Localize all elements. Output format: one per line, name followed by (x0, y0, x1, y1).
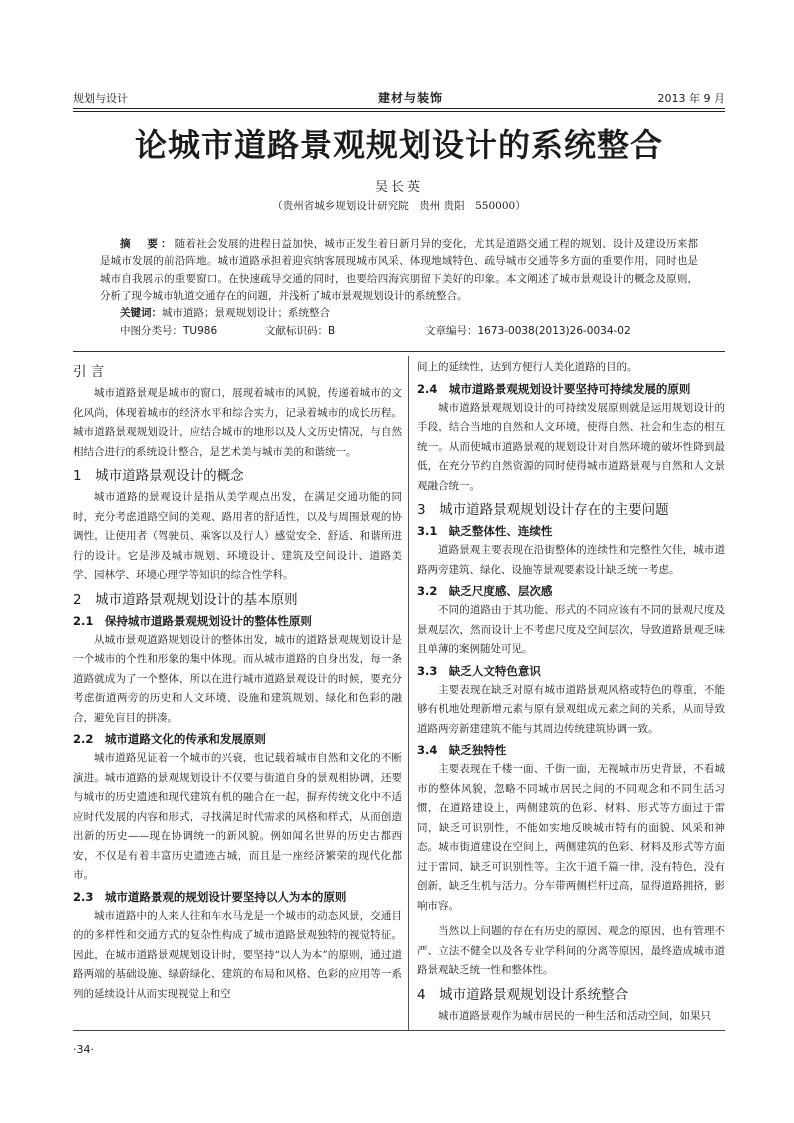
affiliation: （贵州省城乡规划设计研究院 贵州 贵阳 550000） (272, 200, 526, 212)
section-heading: 1 城市道路景观设计的概念 (73, 468, 244, 484)
article-title: 论城市道路景观规划设计的系统整合 (134, 126, 663, 164)
clc-number: 中图分类号：TU986 (120, 325, 218, 337)
abstract-text: 随着社会发展的进程日益加快，城市正发生着日新月异的变化，尤其是道路交通工程的规划、设计及建设历来都是城市发展的前沿阵地。城市道路承担着迎宾纳客展现城市风采、体现地域特色、疏导城市交通等多方面的重要作用，同时也是城市自我展示的重要窗口。在快速疏导交通的同时，也要给四海宾朋留下美好的印象。本文阐述了城市景观设计的概念及原则，分析了现今城市轨道交通存在的问题，并浅析了城市景观规划设计的系统整合。 (100, 238, 699, 303)
header-section: 规划与设计 (73, 92, 128, 105)
abstract-divider (73, 351, 725, 352)
abstract (100, 236, 698, 306)
subsection-heading: 3.1 缺乏整体性、连续性 (417, 524, 553, 538)
header-rule (73, 108, 725, 109)
paragraph: 城市道路景观规划设计的可持续发展原则就是运用规划设计的手段，结合当地的自然和人文环境，使得自然、社会和生态的相互统一。从而使城市道路景观的规划设计对自然环境的破坏性降到最低，在充分节约自然资源的同时使得城市道路景观与自然和人文景观融合统一。 (417, 401, 725, 492)
subsection-heading: 3.2 缺乏尺度感、层次感 (417, 584, 553, 598)
paragraph: 不同的道路由于其功能、形式的不同应该有不同的景观尺度及景观层次，然而设计上不考虑尺度及空间层次，导致道路景观乏味且单薄的案例随处可见。 (417, 604, 725, 655)
left-column (73, 358, 402, 1004)
right-column (417, 358, 725, 1026)
paragraph: 城市道路中的人来人往和车水马龙是一个城市的动态风景，交通目的的多样性和交通方式的复杂性构成了城市道路景观独特的视觉特征。因此，在城市道路景观规划设计时，要坚持“以人为本”的原则，通过道路两端的基础设施、绿蔚绿化、建筑的布局和风格、色彩的应用等一系列的延续设计从而实现视觉上和空 (73, 909, 402, 1000)
header-date: 2013 年 9 月 (657, 92, 725, 105)
footer-rule (73, 1030, 725, 1031)
header-journal-logo: 建材与装饰 (378, 91, 444, 105)
subsection-heading: 2.4 城市道路景观规划设计要坚持可持续发展的原则 (417, 381, 691, 396)
abstract-label: 摘 要： (120, 238, 175, 250)
document-code: 文献标识码：B (265, 325, 336, 337)
paragraph: 主要表现在千楼一面、千街一面，无视城市历史背景，不看城市的整体风貌，忽略不同城市居民之间的不同观念和不同生活习惯，在道路建设上，两侧建筑的色彩、材料、形式等方面过于雷同，缺乏可识别性，不能如实地反映城市特有的面貌、风采和神态。城市街道建设在空间上，两侧建筑的色彩、材料及形式等方面过于雷同，缺乏可识别性等。主次干道千篇一律，没有特色，没有创新，缺乏生机与活力。分车带两侧栏杆过高，显得道路拥挤，影响市容。 (417, 763, 725, 912)
running-header (73, 90, 725, 108)
page-number: ·34· (73, 1043, 94, 1056)
subsection-heading: 2.3 城市道路景观的规划设计要坚持以人为本的原则 (73, 889, 347, 904)
keywords-label: 关键词： (120, 307, 162, 319)
section-heading: 2 城市道路景观规划设计的基本原则 (73, 591, 298, 608)
subsection-heading: 2.2 城市道路文化的传承和发展原则 (73, 732, 266, 746)
article-number: 文章编号：1673-0038(2013)26-0034-02 (425, 325, 631, 337)
section-heading: 引 言 (73, 364, 105, 380)
keywords-text: 城市道路；景观规划设计；系统整合 (162, 307, 330, 319)
subsection-heading: 3.3 缺乏人文特色意识 (417, 663, 541, 678)
paragraph: 道路景观主要表现在沿街整体的连续性和完整性欠佳，城市道路两旁建筑、绿化、设施等景观要素设计缺乏统一考虑。 (417, 544, 725, 576)
paragraph: 城市道路景观作为城市居民的一种生活和活动空间，如果只 (438, 1009, 711, 1022)
column-divider (408, 356, 409, 1030)
header-rule-thin (73, 111, 725, 112)
subsection-heading: 2.1 保持城市道路景观规划设计的整体性原则 (73, 613, 312, 628)
paragraph: 城市道路景观是城市的窗口，展现着城市的风貌，传递着城市的文化风尚，体现着城市的经济水平和综合实力，记录着城市的成长历程。城市道路景观规划设计，应结合城市的地形以及人文历史情况，与自然相结合进行的系统设计整合，是艺术美与城市美的和谐统一。 (73, 387, 402, 458)
section-heading: 3 城市道路景观规划设计存在的主要问题 (417, 502, 669, 518)
paragraph: 当然以上问题的存在有历史的原因、观念的原因，也有管理不严、立法不健全以及各专业学科间的分离等原因，最终造成城市道路景观缺乏统一性和整体性。 (417, 925, 725, 976)
paragraph: 城市道路见证着一个城市的兴衰，也记载着城市自然和文化的不断演进。城市道路的景观规划设计不仅要与街道自身的景观相协调，还要与城市的历史遗迹和现代建筑有机的融合在一起，摒弃传统文化中不适应时代发展的内容和形式，寻找满足时代需求的风格和样式，从而创造出新的历史——现在协调统一的新风貌。例如闻名世界的历史古都西安，不仅是有着丰富历史遗迹古城，而且是一座经济繁荣的现代化都市。 (73, 752, 402, 881)
author: 吴长英 (374, 180, 423, 195)
paragraph: 从城市景观道路规划设计的整体出发，城市的道路景观规划设计是一个城市的个性和形象的集中体现。而从城市道路的自身出发，每一条道路就成为了一个整体，所以在进行城市道路景观设计的时候，要充分考虑街道两旁的历史和人文环境、设施和建筑规划、绿化和色彩的融合，避免盲目的拼凑。 (73, 633, 402, 724)
paragraph: 城市道路的景观设计是指从美学观点出发，在满足交通功能的同时，充分考虑道路空间的美观、路用者的舒适性，以及与周围景观的协调性，让使用者（驾驶员、乘客以及行人）感觉安全、舒适、和谐所进行的设计。它是涉及城市规划、环境设计、建筑及空间设计、道路美学、园林学、环境心理学等知识的综合性学科。 (73, 491, 402, 581)
keywords (120, 305, 700, 320)
subsection-heading: 3.4 缺乏独特性 (417, 743, 507, 757)
section-heading: 4 城市道路景观规划设计系统整合 (417, 986, 629, 1003)
paragraph: 间上的延续性，达到方便行人美化道路的目的。 (417, 361, 638, 373)
paragraph: 主要表现在缺乏对原有城市道路景观风格或特色的尊重，不能够有机地处理新增元素与原有景观组成元素之间的关系，从而导致道路两旁新建建筑不能与其周边传统建筑协调一致。 (417, 683, 725, 735)
